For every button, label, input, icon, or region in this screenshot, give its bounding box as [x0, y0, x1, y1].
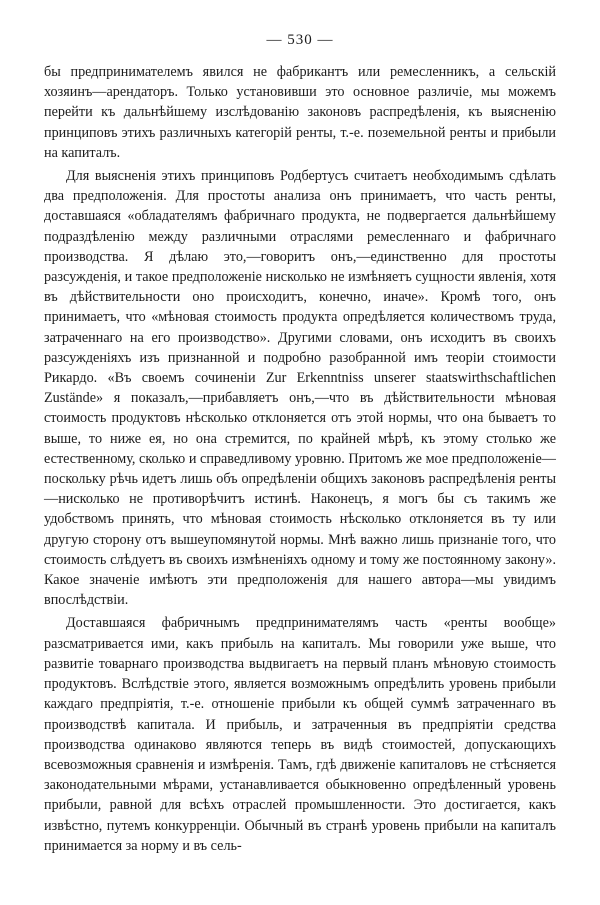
paragraph-3: Доставшаяся фабричнымъ предпринимателямъ часть «ренты вообще» разсматривается ими, какъ прибыль на капиталъ. Мы говорили уже выше, что развитіе товарнаго производства выдвигаетъ на первый планъ мѣновую стоимость продуктовъ. Вслѣдствіе этого, является возможнымъ опредѣлить уровень прибыли каждаго предпріятія, т.-е. отношеніе прибыли къ общей суммѣ затраченнаго въ производствѣ капитала. И прибыль, и затраченныя въ предпріятіи средства производства одинаково являются теперь въ видѣ стоимостей, допускающихъ всевозможныя сравненія и измѣренія. Тамъ, гдѣ движеніе капиталовъ не стѣсняется законодательными мѣрами, устанавливается обыкновенно опредѣленный уровень прибыли, равной для всѣхъ отраслей промышленности. Это достигается, какъ извѣстно, путемъ конкурренціи. Обычный въ странѣ уровень прибыли на капиталъ принимается за норму и въ сель- [44, 615, 556, 854]
page-number: — 530 — [266, 32, 334, 48]
paragraph-2: Для выясненія этихъ принциповъ Родбертусъ считаетъ необходимымъ сдѣлать два предположенія. Для простоты анализа онъ принимаетъ, что часть ренты, доставшаяся «обладателямъ фабричнаго продукта, не подвергается дальнѣйшему подраздѣленію между различными отраслями ремесленнаго и фабричнаго производства. Я дѣлаю это,—говоритъ онъ,—единственно для простоты разсужденія, и такое предположеніе нисколько не измѣняетъ сущности явленія, хотя въ дѣйствительности оно происходитъ, конечно, иначе». Кромѣ того, онъ принимаетъ, что «мѣновая стоимость продукта опредѣляется количествомъ труда, затраченнаго на его производство». Другими словами, онъ исходитъ въ своихъ разсужденіяхъ изъ признанной и подробно разобранной имъ теоріи стоимости Рикардо. «Въ своемъ сочиненіи Zur Erkenntniss unserer staatswirthschaftlichen Zustände» я показалъ,—прибавляетъ онъ,—что въ дѣйствительности мѣновая стоимость продуктовъ нѣсколько отклоняется отъ этой нормы, что она бываетъ то выше, то ниже ея, но она стремится, по крайней мѣрѣ, къ этому столько же естественному, сколько и справедливому уровню. Притомъ же мое предположеніе—поскольку рѣчь идетъ лишь объ опредѣленіи общихъ законовъ распредѣленія ренты—нисколько не противорѣчитъ истинѣ. Наконецъ, я могъ бы съ такимъ же удобствомъ принять, что мѣновая стоимость нѣсколько отклоняется въ ту или другую сторону отъ вышеупомянутой нормы. Мнѣ важно лишь признаніе того, что стоимость слѣдуетъ въ своихъ измѣненіяхъ одному и тому же постоянному закону». Какое значеніе имѣютъ эти предположенія для нашего автора—мы увидимъ впослѣдствіи. [44, 168, 556, 609]
book-page [44, 30, 556, 856]
paragraph-1: бы предпринимателемъ явился не фабрикантъ или ремесленникъ, а сельскій хозяинъ—арендаторъ. Только установивши это основное различіе, мы можемъ перейти къ дальнѣйшему изслѣдованію законовъ распредѣленія, къ выясненію принциповъ этихъ различныхъ категорій ренты, т.-е. поземельной ренты и прибыли на капиталъ. [44, 64, 556, 161]
